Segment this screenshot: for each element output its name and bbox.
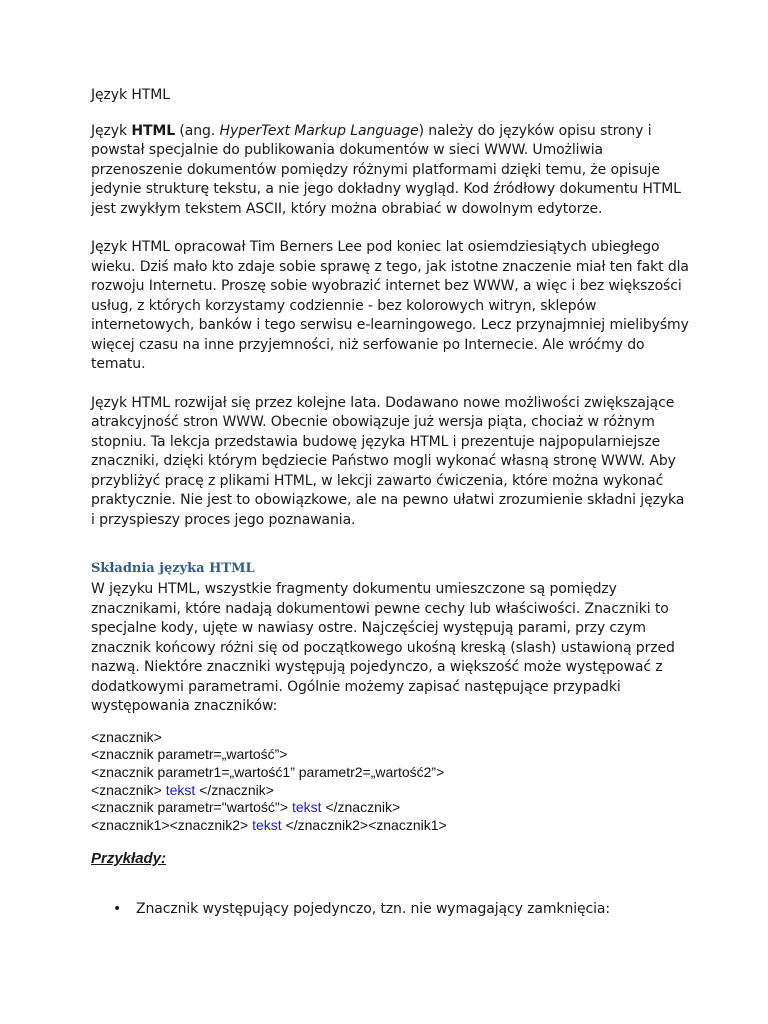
code-line-6-open: <znacznik1><znacznik2> — [91, 817, 253, 834]
code-line-6-close: </znacznik2><znacznik1> — [281, 817, 447, 834]
code-line-1: <znacznik> — [91, 728, 162, 745]
list-item-text: Znacznik występujący pojedynczo, tzn. nie wymagający zamknięcia: — [136, 900, 611, 917]
code-line-5-close: </znacznik> — [321, 799, 401, 816]
intro-text-a: Język — [91, 122, 132, 139]
intro-text-b: (ang. — [175, 122, 220, 139]
history-paragraph: Język HTML opracował Tim Berners Lee pod koniec lat osiemdziesiątych ubiegłego wieku. Dziś mało kto zdaje sobie sprawę z tego, jak istotne znaczenie miał ten fakt dla rozwoju Internetu. Proszę sobie wyobrazić internet bez WWW, a więc i bez większości usług, z których korzystamy codziennie - bez kolorowych witryn, sklepów internetowych, banków i tego serwisu e-learningowego. Lecz przynajmniej mielibyśmy więcej czasu na inne przyjemności, niż serfowanie po Internecie. Ale wróćmy do tematu. — [91, 239, 689, 372]
examples-label: Przykłady: — [91, 849, 167, 867]
document-title: Język HTML — [91, 87, 170, 103]
code-line-3: <znacznik parametr1=„wartość1” parametr2=„wartość2”> — [91, 763, 445, 780]
code-line-6 — [91, 817, 691, 835]
intro-expansion-italic: HyperText Markup Language — [219, 122, 419, 139]
code-line-4-keyword: tekst — [165, 781, 196, 798]
code-line-4-close: </znacznik> — [195, 781, 274, 798]
examples-list — [91, 900, 691, 920]
code-line-5-open: <znacznik parametr="wartość"> — [91, 799, 292, 816]
code-line-4 — [91, 782, 691, 800]
code-line-2: <znacznik parametr=„wartość”> — [91, 746, 288, 763]
intro-paragraph — [91, 122, 691, 220]
section-heading: Składnia języka HTML — [91, 561, 255, 576]
intro-text-c: ) należy do języków opisu strony i powstał specjalnie do publikowania dokumentów w sieci WWW. Umożliwia przenoszenie dokumentów pomiędzy różnymi platformami dzięki temu, że opisuje jedynie strukturę tekstu, a nie jego dokładny wygląd. Kod źródłowy dokumentu HTML jest zwykłym tekstem ASCII, który można obrabiać w dowolnym edytorze. — [91, 122, 681, 217]
document-page — [91, 86, 691, 919]
syntax-paragraph: W języku HTML, wszystkie fragmenty dokumentu umieszczone są pomiędzy znacznikami, które nadają dokumentowi pewne cechy lub właściwości. Znaczniki to specjalne kody, ujęte w nawiasy ostre. Najczęściej występują parami, przy czym znacznik końcowy różni się od początkowego ukośną kreską (slash) ustawioną przed nazwą. Niektóre znaczniki występują pojedynczo, a większość może występować z dodatkowymi parametrami. Ogólnie możemy zapisać następujące przypadki występowania znaczników: — [91, 581, 675, 714]
code-line-5-keyword: tekst — [291, 799, 322, 816]
tag-syntax-examples — [91, 729, 691, 835]
development-paragraph: Język HTML rozwijał się przez kolejne lata. Dodawano nowe możliwości zwiększające atrakcyjność stron WWW. Obecnie obowiązuje już wersja piąta, chociaż w różnym stopniu. Ta lekcja przedstawia budowę języka HTML i prezentuje najpopularniejsze znaczniki, dzięki którym będziecie Państwo mogli wykonać własną stronę WWW. Aby przybliżyć pracę z plikami HTML, w lekcji zawarto ćwiczenia, które można wykonać praktycznie. Nie jest to obowiązkowe, ale na pewno ułatwi zrozumienie składni języka i przyspieszy proces jego poznawania. — [91, 394, 685, 528]
code-line-4-open: <znacznik> — [91, 781, 166, 798]
bullet-icon: • — [113, 900, 122, 917]
list-item — [89, 900, 691, 920]
code-line-6-keyword: tekst — [252, 817, 282, 834]
code-line-5 — [91, 799, 691, 817]
intro-html-bold: HTML — [131, 122, 176, 139]
